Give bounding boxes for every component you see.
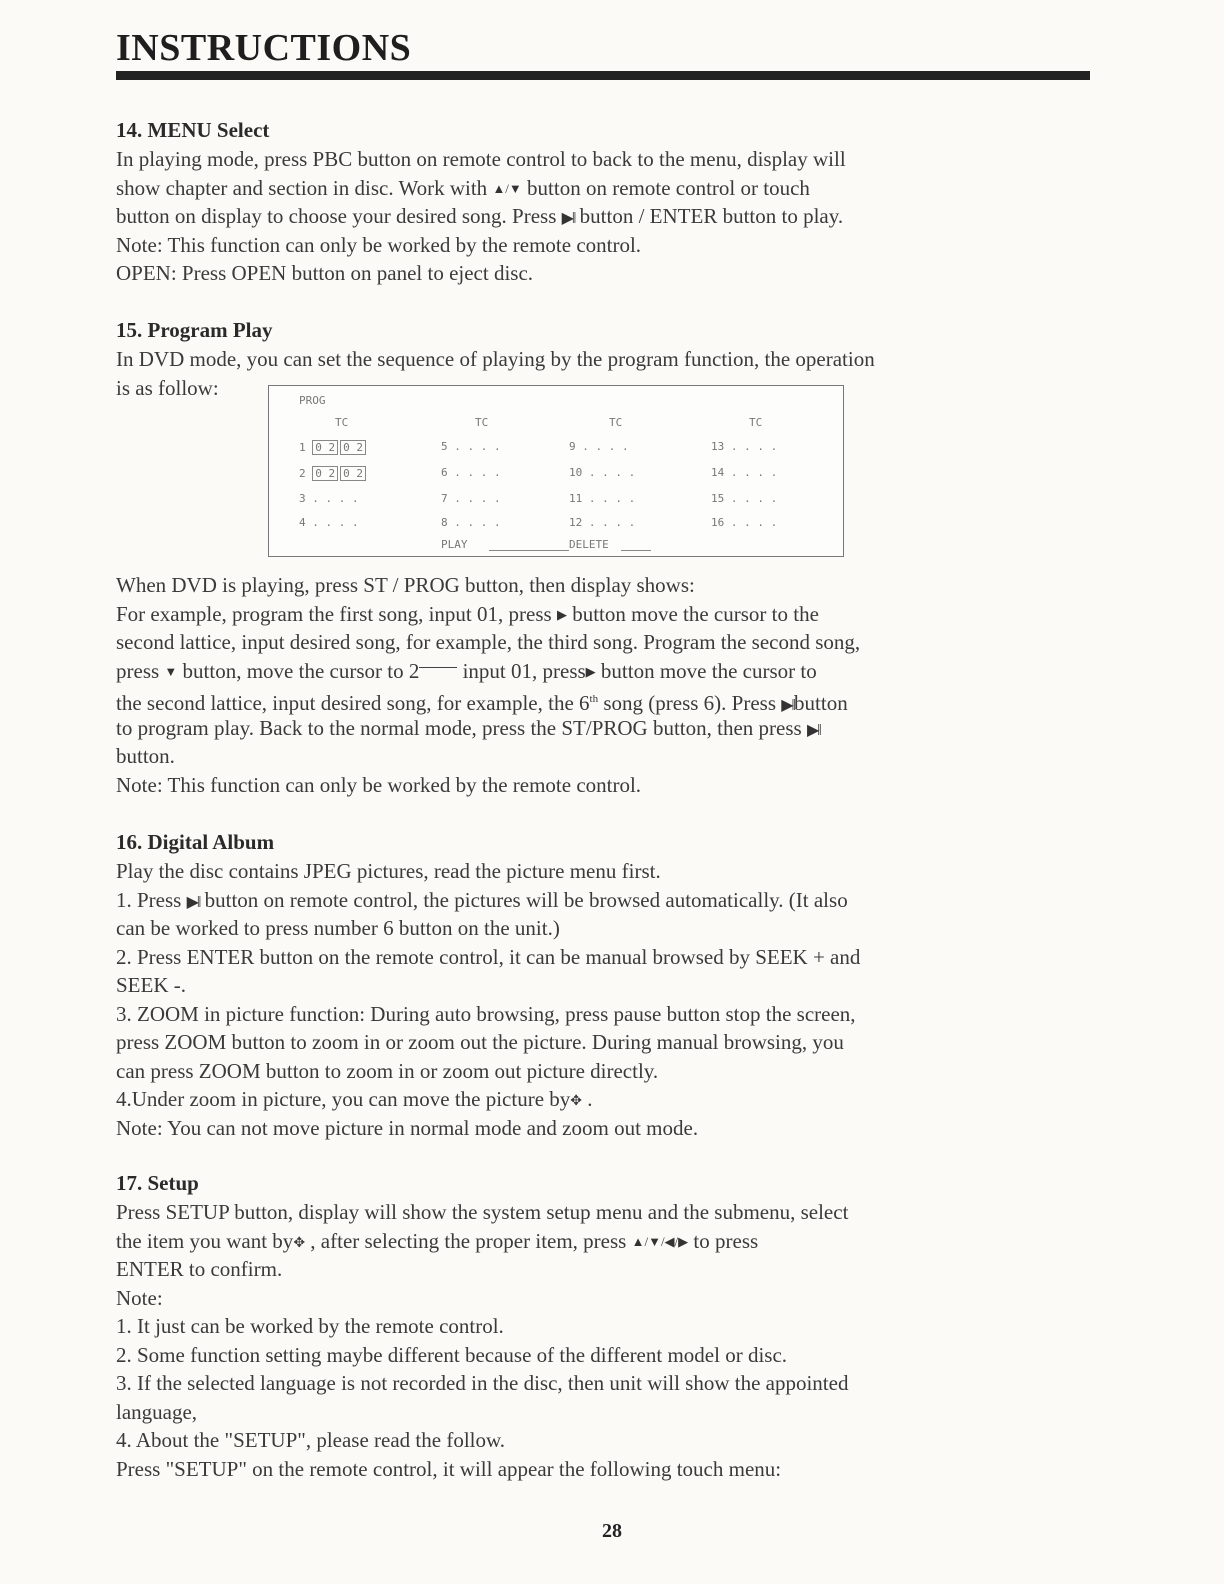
text-line: second lattice, input desired song, for example, the third song. Program the second song, [116,630,861,654]
text-line: In playing mode, press PBC button on remote control to back to the menu, display will [116,147,846,171]
section-heading: 15. Program Play [116,318,273,342]
section-menu-select [116,115,1106,288]
text-line: Note: This function can only be worked by the remote control. [116,772,642,797]
program-table-title: PROG [299,394,326,407]
program-slot: 3 . . . . [299,492,359,505]
text-line: language, [116,1399,198,1424]
program-slot: 7 . . . . [441,492,501,505]
text-line: the second lattice, input desired song, for example, the 6th song (press 6). Press ▶‖button [116,691,848,715]
program-slot: 1 0 2 0 2 [299,440,368,455]
section-program-play-continued [116,571,1106,799]
column-header: TC [475,416,489,429]
column-header: TC [335,416,349,429]
column-header: TC [749,416,763,429]
program-slot: 5 . . . . [441,440,501,453]
program-slot: 16 . . . . [711,516,778,529]
text-line: In DVD mode, you can set the sequence of playing by the program function, the operation [116,347,875,371]
text-line: to program play. Back to the normal mode, press the ST/PROG button, then press ▶‖ [116,715,820,740]
direction-arrows-icon: ▲/▼/◀/▶ [631,1233,689,1249]
page-title: INSTRUCTIONS [116,27,412,69]
text-line: can press ZOOM button to zoom in or zoom out picture directly. [116,1058,659,1083]
text-line: 2. Some function setting maybe different because of the different model or disc. [116,1342,788,1367]
right-arrow-icon: ▶ [556,606,567,622]
text-line: Note: This function can only be worked by the remote control. [116,232,642,257]
text-line: can be worked to press number 6 button on the unit.) [116,916,560,940]
play-underline [489,550,569,551]
section-setup [116,1168,1106,1483]
text-line: 1. It just can be worked by the remote control. [116,1314,504,1338]
four-way-arrow-icon: ✥ [570,1094,583,1109]
program-slot: 13 . . . . [711,440,778,453]
play-pause-icon: ▶‖ [561,210,575,227]
text-line: OPEN: Press OPEN button on panel to eject disc. [116,261,534,285]
program-slot: 8 . . . . [441,516,501,529]
text-line: Press SETUP button, display will show the system setup menu and the submenu, select [116,1200,849,1224]
text-line: is as follow: [116,375,219,400]
text-line: 3. If the selected language is not recorded in the disc, then unit will show the appointed [116,1371,849,1395]
text-line: Note: [116,1285,163,1310]
text-line: 2. Press ENTER button on the remote control, it can be manual browsed by SEEK + and [116,944,861,969]
column-header: TC [609,416,623,429]
program-slot: 14 . . . . [711,466,778,479]
cursor-mark [419,667,457,678]
up-down-arrow-icon: ▲/▼ [492,180,522,196]
text-line: button. [116,744,175,768]
text-line: 3. ZOOM in picture function: During auto browsing, press pause button stop the screen, [116,1001,856,1026]
section-heading: 16. Digital Album [116,830,275,854]
program-slot: 12 . . . . [569,516,636,529]
program-slot: 4 . . . . [299,516,359,529]
down-arrow-icon: ▼ [164,663,178,679]
play-option: PLAY [441,538,468,551]
text-line: 4.Under zoom in picture, you can move the picture by✥ . [116,1087,593,1111]
program-slot: 15 . . . . [711,492,778,505]
text-line: Play the disc contains JPEG pictures, read the picture menu first. [116,859,661,883]
text-line: the item you want by✥ , after selecting the proper item, press ▲/▼/◀/▶ to press [116,1228,759,1253]
text-line: SEEK -. [116,973,186,997]
delete-underline [621,550,651,551]
text-line: show chapter and section in disc. Work with ▲/▼ button on remote control or touch [116,175,810,200]
text-line: When DVD is playing, press ST / PROG button, then display shows: [116,573,695,597]
text-line: 4. About the "SETUP", please read the follow. [116,1428,506,1452]
four-way-arrow-icon: ✥ [293,1235,306,1251]
program-slot: 10 . . . . [569,466,636,479]
play-pause-icon: ▶‖ [806,721,820,739]
text-line: 1. Press ▶‖ button on remote control, the pictures will be browsed automatically. (It also [116,887,848,912]
section-heading: 17. Setup [116,1171,199,1195]
program-table-figure [268,385,844,557]
text-line: Note: You can not move picture in normal mode and zoom out mode. [116,1115,699,1140]
play-pause-icon: ▶‖ [781,697,795,714]
page-number: 28 [602,1520,622,1542]
section-heading: 14. MENU Select [116,118,270,142]
text-line: press ▼ button, move the cursor to 2 input 01, press▶ button move the cursor to [116,658,817,683]
play-pause-icon: ▶‖ [186,893,200,911]
text-line: ENTER to confirm. [116,1257,283,1281]
title-rule [116,71,1090,80]
right-arrow-icon: ▶ [585,663,596,679]
section-digital-album [116,827,1106,1142]
text-line: Press "SETUP" on the remote control, it will appear the following touch menu: [116,1456,782,1481]
text-line: press ZOOM button to zoom in or zoom out the picture. During manual browsing, you [116,1030,844,1054]
text-line: button on display to choose your desired song. Press ▶‖ button / ENTER button to play. [116,204,844,228]
delete-option: DELETE [569,538,609,551]
program-slot: 2 0 2 0 2 [299,466,368,481]
program-slot: 11 . . . . [569,492,636,505]
text-line: For example, program the first song, input 01, press ▶ button move the cursor to the [116,601,819,626]
program-slot: 6 . . . . [441,466,501,479]
program-slot: 9 . . . . [569,440,629,453]
